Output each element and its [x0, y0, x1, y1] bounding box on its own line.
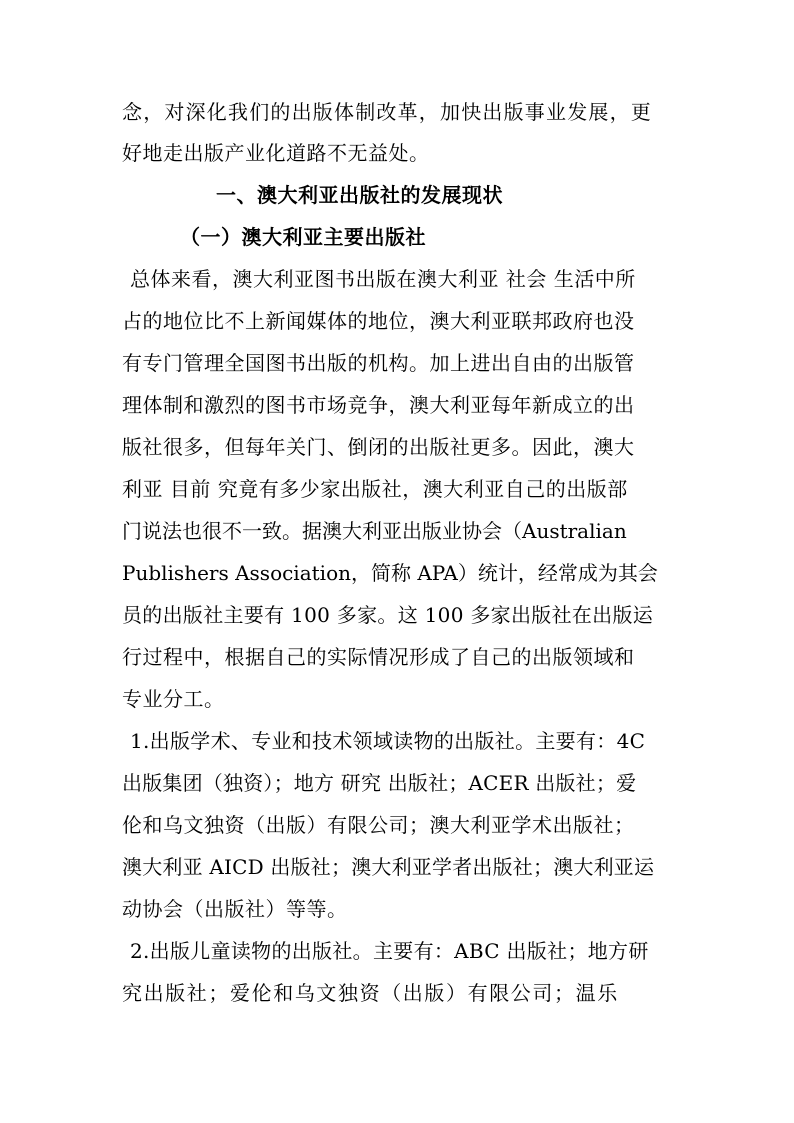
body-text-line: 念，对深化我们的出版体制改革，加快出版事业发展，更 [122, 100, 652, 124]
body-text-line: 员的出版社主要有 100 多家。这 100 多家出版社在出版运 [122, 603, 654, 627]
body-text-line: 占的地位比不上新闻媒体的地位，澳大利亚联邦政府也没 [122, 309, 635, 333]
list-item-line: 出版集团（独资）；地方 研究 出版社；ACER 出版社；爱 [122, 771, 637, 795]
list-item-line: 2.出版儿童读物的出版社。主要有：ABC 出版社；地方研 [130, 939, 649, 963]
body-text-line: 好地走出版产业化道路不无益处。 [122, 141, 430, 165]
body-text-line: 行过程中，根据自己的实际情况形成了自己的出版领域和 [122, 645, 635, 669]
body-text-line: 有专门管理全国图书出版的机构。加上进出自由的出版管 [122, 351, 635, 375]
body-text-line: 理体制和激烈的图书市场竞争，澳大利亚每年新成立的出 [122, 393, 635, 417]
body-text-line: 利亚 目前 究竟有多少家出版社，澳大利亚自己的出版部 [122, 477, 628, 501]
subsection-heading: （一）澳大利亚主要出版社 [180, 225, 426, 249]
list-item-line: 澳大利亚 AICD 出版社；澳大利亚学者出版社；澳大利亚运 [122, 855, 655, 879]
body-text-line: 门说法也很不一致。据澳大利亚出版业协会（Australian [122, 519, 627, 543]
list-item-line: 1.出版学术、专业和技术领域读物的出版社。主要有：4C [130, 729, 646, 753]
list-item-line: 伦和乌文独资（出版）有限公司；澳大利亚学术出版社； [122, 813, 635, 837]
body-text-line: 版社很多，但每年关门、倒闭的出版社更多。因此，澳大 [122, 435, 635, 459]
body-text-line: 专业分工。 [122, 687, 225, 711]
section-heading: 一、澳大利亚出版社的发展现状 [216, 183, 503, 207]
list-item-line: 动协会（出版社）等等。 [122, 897, 348, 921]
body-text-line: Publishers Association，简称 APA）统计，经常成为其会 [122, 561, 658, 585]
list-item-line: 究出版社；爱伦和乌文独资（出版）有限公司；温乐 [122, 981, 619, 1005]
body-text-line: 总体来看，澳大利亚图书出版在澳大利亚 社会 生活中所 [130, 267, 636, 291]
